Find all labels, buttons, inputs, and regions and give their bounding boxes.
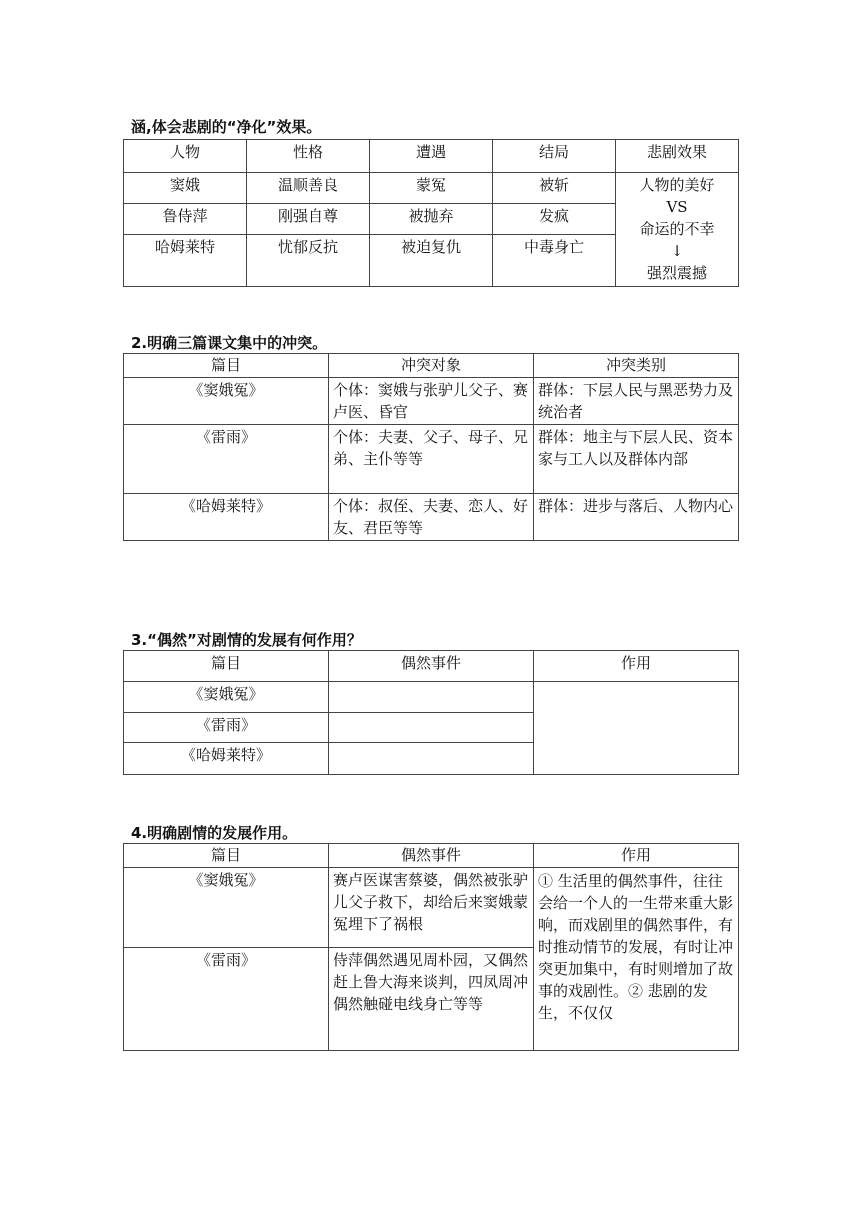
down-arrow-icon: ↓ (670, 242, 684, 260)
table-cell: 被迫复仇 (370, 235, 493, 287)
table-cell: 赛卢医谋害蔡婆，偶然被张驴儿父子救下，却给后来窦娥蒙冤埋下了祸根 (329, 868, 534, 948)
table-cell: 温顺善良 (247, 173, 370, 204)
table-header-row (124, 354, 739, 378)
table-row (124, 868, 739, 948)
section3-heading: 3.“偶然”对剧情的发展有何作用？ (131, 631, 362, 649)
table-row (124, 378, 739, 425)
table-cell: 窦娥 (124, 173, 247, 204)
table-header-row (124, 651, 739, 682)
table-row (124, 425, 739, 494)
table-cell: 忧郁反抗 (247, 235, 370, 287)
table-cell: 《哈姆莱特》 (124, 494, 329, 541)
header-cell: 结局 (493, 140, 616, 173)
table-cell: 《窦娥冤》 (124, 868, 329, 948)
table-cell: 蒙冤 (370, 173, 493, 204)
table-cell: 发疯 (493, 204, 616, 235)
table-cell: 刚强自尊 (247, 204, 370, 235)
header-cell: 偶然事件 (329, 651, 534, 682)
table-cell: 个体：夫妻、父子、母子、兄弟、主仆等等 (329, 425, 534, 494)
effect-line: 人物的美好 (639, 176, 715, 194)
header-cell: 冲突类别 (534, 354, 739, 378)
table-cell: 被斩 (493, 173, 616, 204)
table-row (124, 682, 739, 713)
table-header-row (124, 140, 739, 173)
header-cell: 人物 (124, 140, 247, 173)
plot-development-table (123, 843, 739, 1051)
header-cell: 篇目 (124, 844, 329, 868)
table-cell: 群体：进步与落后、人物内心 (534, 494, 739, 541)
header-cell: 作用 (534, 844, 739, 868)
table-cell: 被抛弃 (370, 204, 493, 235)
tragedy-effect-table (123, 139, 739, 287)
header-cell: 冲突对象 (329, 354, 534, 378)
section4-heading: 4.明确剧情的发展作用。 (131, 824, 298, 842)
header-cell: 作用 (534, 651, 739, 682)
table-cell: 侍萍偶然遇见周朴园，又偶然赶上鲁大海来谈判，四凤周冲偶然触碰电线身亡等等 (329, 948, 534, 1051)
section1-heading: 涵,体会悲剧的“净化”效果。 (131, 118, 322, 136)
effect-line: 强烈震撼 (646, 264, 707, 282)
table-cell: 鲁侍萍 (124, 204, 247, 235)
table-cell: 《窦娥冤》 (124, 682, 329, 713)
header-cell: 篇目 (124, 354, 329, 378)
table-cell: 《雷雨》 (124, 713, 329, 743)
table-header-row (124, 844, 739, 868)
table-row (124, 173, 739, 204)
header-cell: 遭遇 (370, 140, 493, 173)
accident-role-table (123, 650, 739, 775)
table-cell: 《窦娥冤》 (124, 378, 329, 425)
table-cell: 《哈姆莱特》 (124, 743, 329, 775)
conflict-table (123, 353, 739, 541)
table-cell: 群体：地主与下层人民、资本家与工人以及群体内部 (534, 425, 739, 494)
header-cell: 篇目 (124, 651, 329, 682)
table-row (124, 494, 739, 541)
tragedy-effect-cell (616, 173, 739, 287)
table-cell: 哈姆莱特 (124, 235, 247, 287)
effect-line: VS (666, 198, 688, 216)
table-cell: 《雷雨》 (124, 948, 329, 1051)
role-description-cell: ① 生活里的偶然事件，往往会给一个人的一生带来重大影响，而戏剧里的偶然事件，有时推动情节的发展，有时让冲突更加集中，有时则增加了故事的戏剧性。② 悲剧的发生，不仅仅 (534, 868, 739, 1051)
header-cell: 偶然事件 (329, 844, 534, 868)
empty-cell (329, 713, 534, 743)
header-cell: 悲剧效果 (616, 140, 739, 173)
header-cell: 性格 (247, 140, 370, 173)
table-cell: 《雷雨》 (124, 425, 329, 494)
section2-heading: 2.明确三篇课文集中的冲突。 (131, 334, 328, 352)
table-cell: 中毒身亡 (493, 235, 616, 287)
table-cell: 群体：下层人民与黑恶势力及统治者 (534, 378, 739, 425)
empty-cell (534, 682, 739, 775)
effect-line: 命运的不幸 (639, 220, 715, 238)
table-cell: 个体：叔侄、夫妻、恋人、好友、君臣等等 (329, 494, 534, 541)
table-cell: 个体：窦娥与张驴儿父子、赛卢医、昏官 (329, 378, 534, 425)
empty-cell (329, 682, 534, 713)
empty-cell (329, 743, 534, 775)
